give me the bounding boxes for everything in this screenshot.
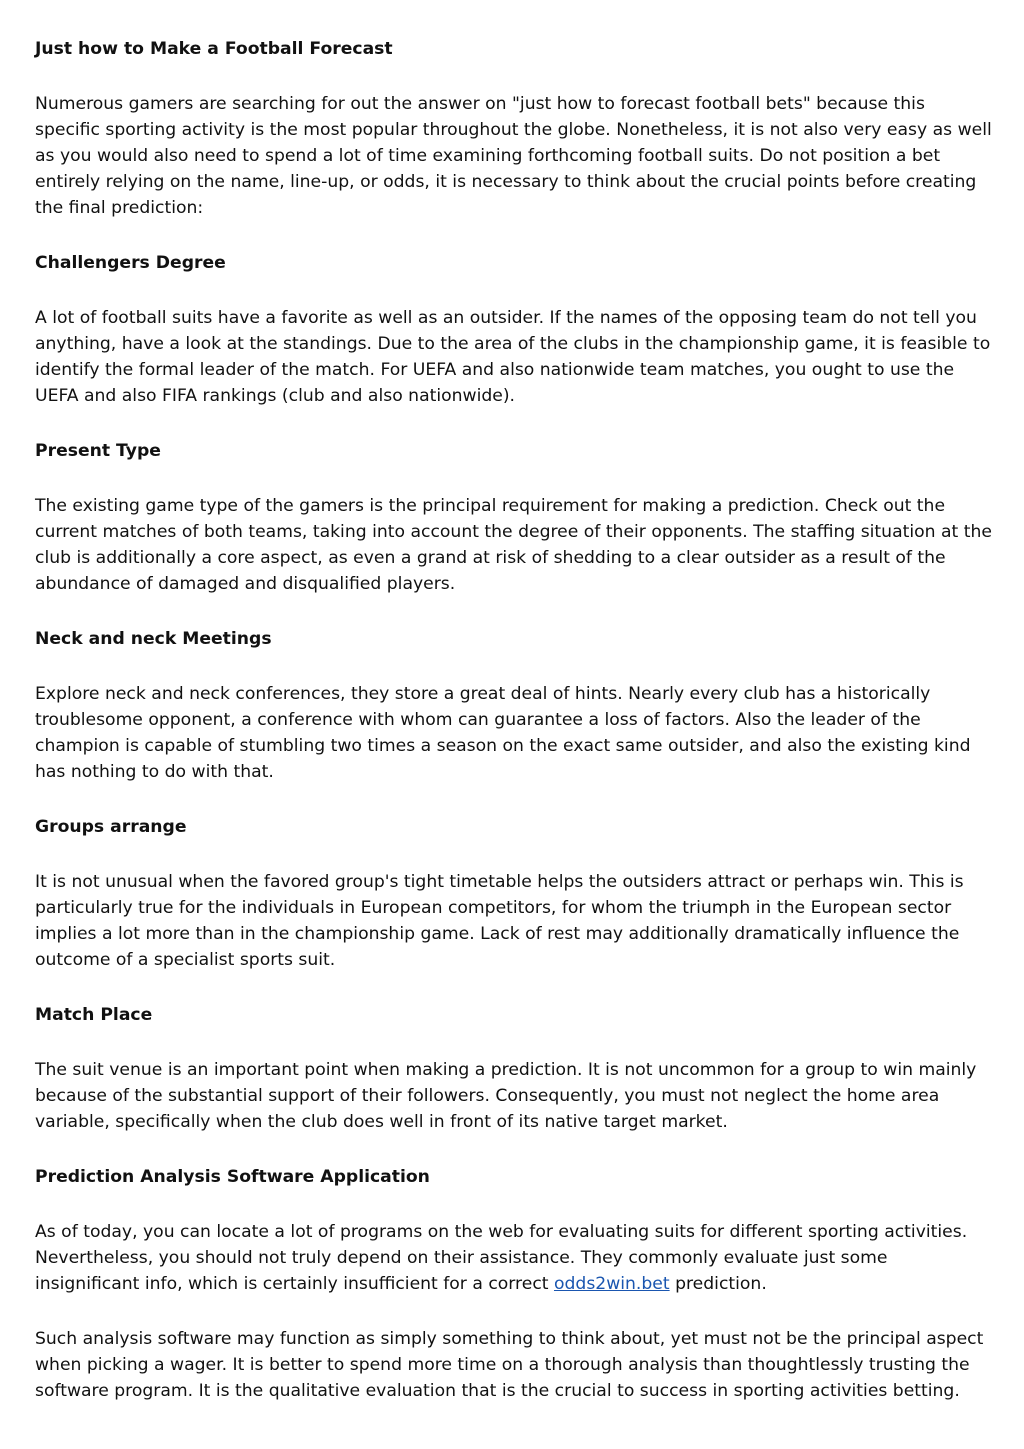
section-heading-present-type: Present Type — [35, 441, 161, 461]
section-text-present-type: The existing game type of the gamers is the principal requirement for making a prediction. Check out the current matches of both teams, taking into account the degree of their opponents. The staffing situation at the club is additionally a core aspect, as even a grand at risk of shedding to a clear outsider as a result of the abundance of damaged and disqualified players. — [35, 496, 992, 594]
section-text-neck-and-neck: Explore neck and neck conferences, they store a great deal of hints. Nearly every club has a historically troublesome opponent, a conference with whom can guarantee a loss of factors. Also the leader of the champion is capable of stumbling two times a season on the exact same outsider, and also the existing kind has nothing to do with that. — [35, 684, 971, 782]
odds2win-link[interactable]: odds2win.bet — [553, 1274, 670, 1294]
section-heading-groups-arrange: Groups arrange — [35, 817, 187, 837]
section-heading-prediction-software: Prediction Analysis Software Application — [35, 1167, 430, 1187]
section-text-challengers-degree: A lot of football suits have a favorite as well as an outsider. If the names of the opposing team do not tell you anything, have a look at the standings. Due to the area of the clubs in the championship game, it is feasible to identify the formal leader of the match. For UEFA and also nationwide team matches, you ought to use the UEFA and also FIFA rankings (club and also nationwide). — [35, 308, 991, 406]
section-text-prediction-software — [35, 1219, 995, 1297]
document-title: Just how to Make a Football Forecast — [35, 39, 393, 59]
document-page — [35, 36, 995, 1433]
text-before-link: As of today, you can locate a lot of programs on the web for evaluating suits for different sporting activities. Nevertheless, you should not truly depend on their assistance. They commonly evaluate just some insignificant info, which is certainly insufficient for a correct — [35, 1222, 968, 1294]
text-after-link: prediction. — [669, 1274, 767, 1294]
section-heading-neck-and-neck: Neck and neck Meetings — [35, 629, 272, 649]
intro-paragraph: Numerous gamers are searching for out the answer on "just how to forecast football bets" because this specific sporting activity is the most popular throughout the globe. Nonetheless, it is not also very easy as well as you would also need to spend a lot of time examining forthcoming football suits. Do not position a bet entirely relying on the name, line-up, or odds, it is necessary to think about the crucial points before creating the final prediction: — [35, 94, 992, 218]
closing-paragraph: Such analysis software may function as simply something to think about, yet must not be the principal aspect when picking a wager. It is better to spend more time on a thorough analysis than thoughtlessly trusting the software program. It is the qualitative evaluation that is the crucial to success in sporting activities betting. — [35, 1329, 984, 1401]
section-heading-challengers-degree: Challengers Degree — [35, 253, 226, 273]
section-text-match-place: The suit venue is an important point when making a prediction. It is not uncommon for a group to win mainly because of the substantial support of their followers. Consequently, you must not neglect the home area variable, specifically when the club does well in front of its native target market. — [35, 1060, 977, 1132]
section-text-groups-arrange: It is not unusual when the favored group's tight timetable helps the outsiders attract or perhaps win. This is particularly true for the individuals in European competitors, for whom the triumph in the European sector implies a lot more than in the championship game. Lack of rest may additionally dramatically influence the outcome of a specialist sports suit. — [35, 872, 964, 970]
section-heading-match-place: Match Place — [35, 1005, 153, 1025]
